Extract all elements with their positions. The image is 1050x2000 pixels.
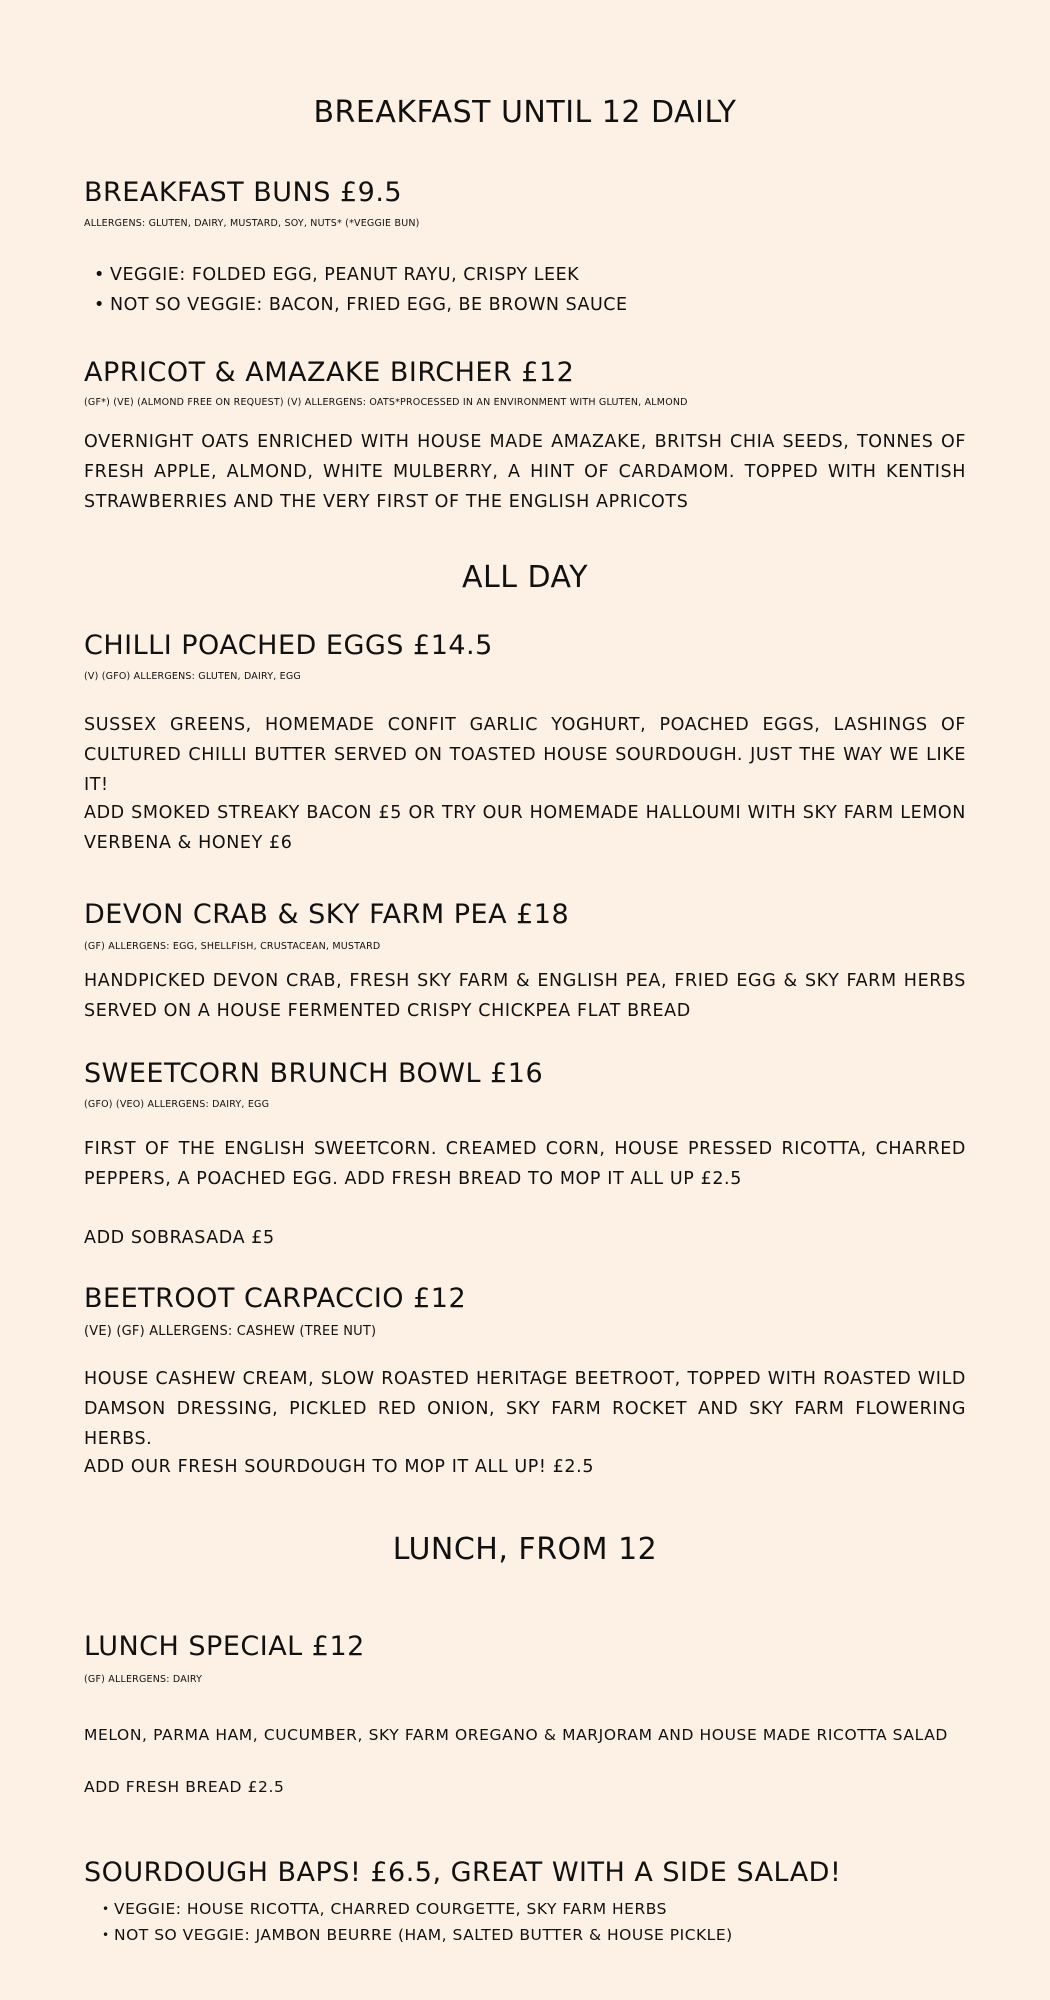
lunch-special-description: MELON, PARMA HAM, CUCUMBER, SKY FARM OREGANO & MARJORAM AND HOUSE MADE RICOTTA SALAD	[84, 1726, 948, 1744]
list-item: • VEGGIE: FOLDED EGG, PEANUT RAYU, CRISPY LEEK	[84, 260, 966, 290]
list-item: • NOT SO VEGGIE: JAMBON BEURRE (HAM, SALTED BUTTER & HOUSE PICKLE)	[84, 1922, 966, 1948]
list-item: • VEGGIE: HOUSE RICOTTA, CHARRED COURGETTE, SKY FARM HERBS	[84, 1896, 966, 1922]
beetroot-allergens: (VE) (GF) ALLERGENS: CASHEW (TREE NUT)	[84, 1324, 377, 1339]
breakfast-buns-options	[84, 260, 966, 320]
bircher-allergens: (GF*) (VE) (ALMOND FREE ON REQUEST) (V) ALLERGENS: OATS*PROCESSED IN AN ENVIRONMENT WITH GLUTEN, ALMOND	[84, 397, 688, 408]
sweetcorn-addon: ADD SOBRASADA £5	[84, 1228, 275, 1248]
eggs-addon: ADD SMOKED STREAKY BACON £5 OR TRY OUR HOMEMADE HALLOUMI WITH SKY FARM LEMON VERBENA & HONEY £6	[84, 803, 966, 853]
sourdough-baps-options	[84, 1896, 966, 1948]
eggs-description: SUSSEX GREENS, HOMEMADE CONFIT GARLIC YOGHURT, POACHED EGGS, LASHINGS OF CULTURED CHILLI BUTTER SERVED ON TOASTED HOUSE SOURDOUGH. JUST THE WAY WE LIKE IT!	[84, 715, 966, 795]
crab-description: HANDPICKED DEVON CRAB, FRESH SKY FARM & ENGLISH PEA, FRIED EGG & SKY FARM HERBS SERVED ON A HOUSE FERMENTED CRISPY CHICKPEA FLAT BREAD	[84, 971, 966, 1021]
lunch-special-allergens: (GF) ALLERGENS: DAIRY	[84, 1674, 203, 1685]
eggs-allergens: (V) (GFO) ALLERGENS: GLUTEN, DAIRY, EGG	[84, 671, 301, 682]
beetroot-addon: ADD OUR FRESH SOURDOUGH TO MOP IT ALL UP! £2.5	[84, 1457, 595, 1477]
list-item: • NOT SO VEGGIE: BACON, FRIED EGG, BE BROWN SAUCE	[84, 290, 966, 320]
bircher-title: APRICOT & AMAZAKE BIRCHER £12	[84, 357, 575, 388]
sweetcorn-allergens: (GFO) (VEO) ALLERGENS: DAIRY, EGG	[84, 1099, 270, 1110]
crab-allergens: (GF) ALLERGENS: EGG, SHELLFISH, CRUSTACEAN, MUSTARD	[84, 941, 381, 952]
all-day-heading: ALL DAY	[461, 560, 589, 595]
sweetcorn-title: SWEETCORN BRUNCH BOWL £16	[84, 1058, 544, 1089]
beetroot-title: BEETROOT CARPACCIO £12	[84, 1283, 467, 1314]
breakfast-buns-allergens: ALLERGENS: GLUTEN, DAIRY, MUSTARD, SOY, NUTS* (*VEGGIE BUN)	[84, 218, 420, 229]
breakfast-buns-title: BREAKFAST BUNS £9.5	[84, 177, 403, 208]
eggs-title: CHILLI POACHED EGGS £14.5	[84, 630, 493, 661]
crab-title: DEVON CRAB & SKY FARM PEA £18	[84, 899, 570, 930]
sweetcorn-description: FIRST OF THE ENGLISH SWEETCORN. CREAMED CORN, HOUSE PRESSED RICOTTA, CHARRED PEPPERS, A POACHED EGG. ADD FRESH BREAD TO MOP IT ALL UP £2.5	[84, 1139, 966, 1189]
bircher-description: OVERNIGHT OATS ENRICHED WITH HOUSE MADE AMAZAKE, BRITSH CHIA SEEDS, TONNES OF FRESH APPLE, ALMOND, WHITE MULBERRY, A HINT OF CARDAMOM. TOPPED WITH KENTISH STRAWBERRIES AND THE VERY FIRST OF THE ENGLISH APRICOTS	[84, 432, 966, 512]
beetroot-description: HOUSE CASHEW CREAM, SLOW ROASTED HERITAGE BEETROOT, TOPPED WITH ROASTED WILD DAMSON DRESSING, PICKLED RED ONION, SKY FARM ROCKET AND SKY FARM FLOWERING HERBS.	[84, 1369, 966, 1449]
lunch-heading: LUNCH, FROM 12	[392, 1532, 658, 1567]
breakfast-heading: BREAKFAST UNTIL 12 DAILY	[313, 95, 737, 130]
lunch-special-title: LUNCH SPECIAL £12	[84, 1631, 365, 1662]
lunch-special-addon: ADD FRESH BREAD £2.5	[84, 1778, 285, 1796]
sourdough-baps-title: SOURDOUGH BAPS! £6.5, GREAT WITH A SIDE SALAD!	[84, 1857, 842, 1888]
